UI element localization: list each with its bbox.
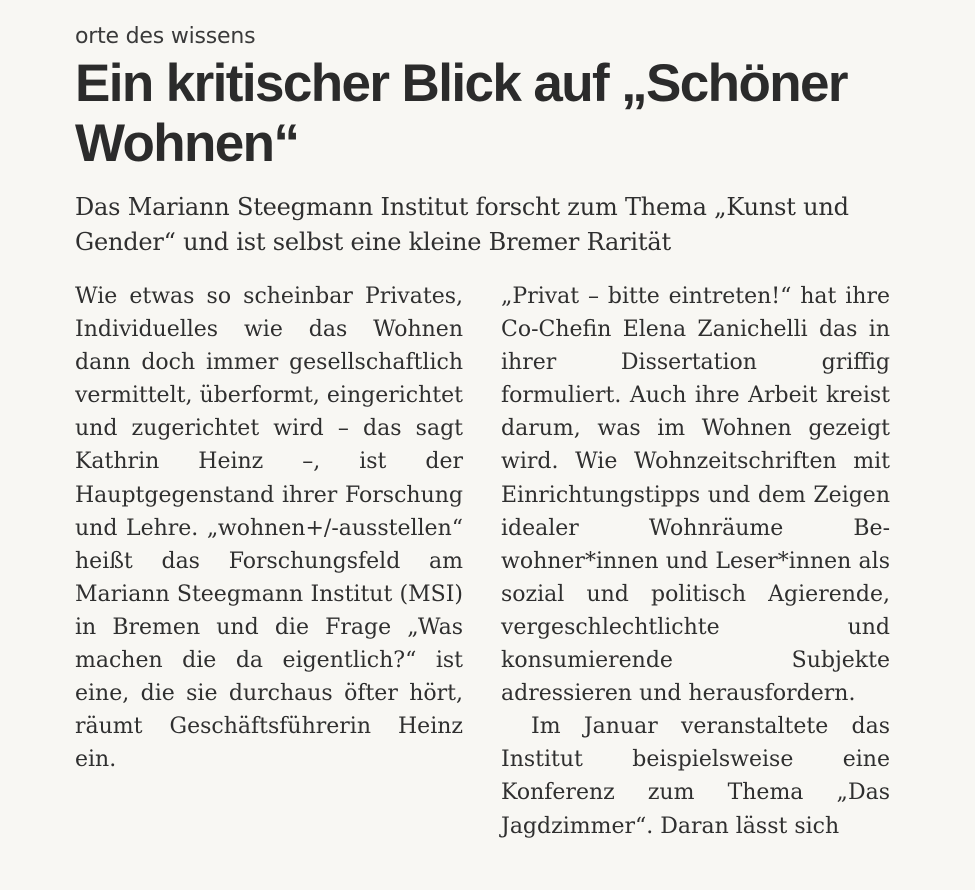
body-paragraph: Im Januar veranstaltete das Institut beispielsweise eine Konferenz zum Thema „Das Jagdzimmer“. Daran lässt sich bbox=[501, 714, 890, 839]
article-column-right bbox=[501, 280, 890, 843]
article bbox=[75, 22, 890, 839]
article-kicker: orte des wissens bbox=[75, 24, 256, 49]
article-subtitle: Das Mariann Steegmann Institut forscht zum Thema „Kunst und Gender“ und ist selbst eine kleine Bremer Rarität bbox=[75, 193, 849, 256]
article-column-left bbox=[75, 280, 463, 776]
body-paragraph: „Privat – bitte eintreten!“ hat ihre Co-Chefin Elena Zanichelli das in ihrer Dissertation griffig formuliert. Auch ihre Arbeit kreist darum, was im Wohnen gezeigt wird. Wie Wohnzeitschriften mit Einrichtungstipps und dem Zeigen idealer Wohnräume Bewohner*innen und Leser*innen als sozial und politisch Agierende, vergeschlechtlichte und konsumierende Subjekte adressieren und herausfordern. bbox=[501, 284, 890, 707]
article-headline: Ein kritischer Blick auf „Schöner Wohnen“ bbox=[75, 54, 847, 173]
body-paragraph: Wie etwas so scheinbar Privates, Individuelles wie das Wohnen dann doch immer gesellschaftlich vermittelt, überformt, eingerichtet und zugerichtet wird – das sagt Kathrin Heinz –, ist der Hauptgegenstand ihrer Forschung und Lehre. „wohnen+/-ausstellen“ heißt das Forschungsfeld am Mariann Steegmann Institut (MSI) in Bremen und die Frage „Was machen die da eigentlich?“ ist eine, die sie durchaus öfter hört, räumt Geschäftsführerin Heinz ein. bbox=[75, 284, 463, 773]
article-body bbox=[75, 280, 890, 890]
